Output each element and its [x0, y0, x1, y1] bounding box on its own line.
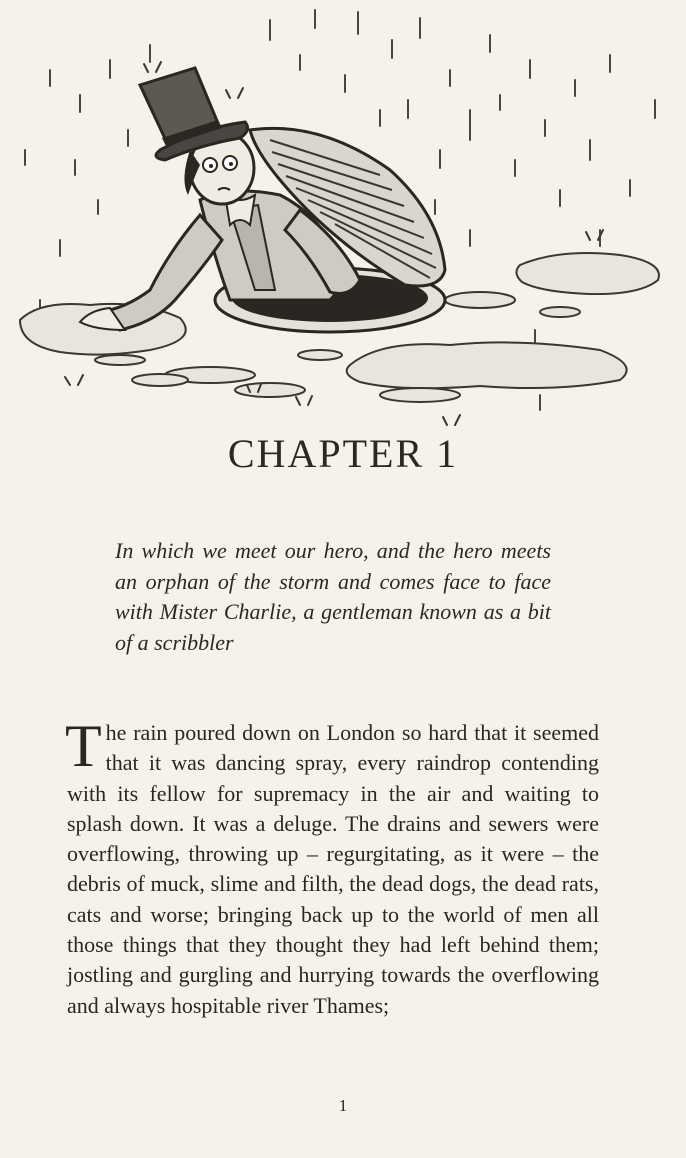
- chapter-illustration: [0, 0, 686, 440]
- body-paragraph: [65, 713, 599, 1021]
- drop-cap: T: [65, 713, 102, 779]
- body-text: he rain poured down on London so hard that it seemed that it was dancing spray, every raindrop contending with its fellow for supremacy in the air and waiting to splash down. It was a deluge. The drains and sewers were overflowing, throwing up – regurgitating, as it were – the debris of muck, slime and filth, the dead dogs, the dead rats, cats and worse; bringing back up to the world of men all those things that they thought they had left behind them; jostling and gurgling and hurrying towards the overflowing and always hospitable river Thames;: [67, 720, 599, 1018]
- chapter-epigraph: In which we meet our hero, and the hero meets an orphan of the storm and comes face to face with Mister Charlie, a gentleman known as a bit of a scribbler: [115, 538, 551, 655]
- chapter-title: CHAPTER 1: [227, 431, 459, 476]
- page-number: 1: [338, 1096, 348, 1115]
